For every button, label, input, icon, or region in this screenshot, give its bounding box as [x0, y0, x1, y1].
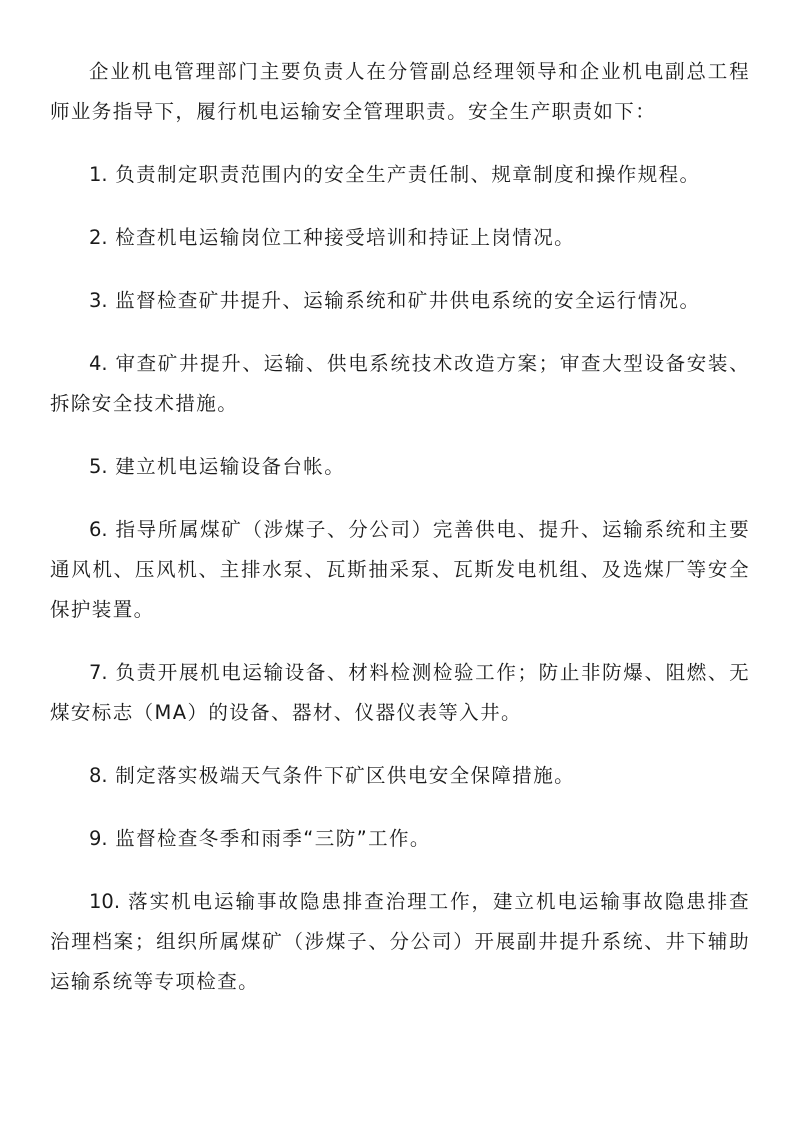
- duty-item-8: [50, 756, 750, 796]
- intro-paragraph: 企业机电管理部门主要负责人在分管副总经理领导和企业机电副总工程师业务指导下，履行机电运输安全管理职责。安全生产职责如下：: [50, 60, 750, 123]
- item-number: 2.: [89, 226, 108, 249]
- duty-item-2: [50, 218, 750, 258]
- item-number: 3.: [89, 289, 108, 312]
- item-number: 7.: [89, 661, 108, 684]
- duty-item-4: [50, 344, 750, 424]
- item-number: 1.: [89, 163, 108, 186]
- item-number: 9.: [89, 827, 108, 850]
- item-text: 制定落实极端天气条件下矿区供电安全保障措施。: [107, 764, 576, 787]
- duty-item-10: [50, 882, 750, 1002]
- item-text: 监督检查冬季和雨季“三防”工作。: [107, 827, 431, 850]
- document-body: [50, 52, 750, 1002]
- duty-item-6: [50, 510, 750, 630]
- item-text: 落实机电运输事故隐患排查治理工作，建立机电运输事故隐患排查治理档案；组织所属煤矿（涉煤子、分公司）开展副井提升系统、井下辅助运输系统等专项检查。: [50, 890, 750, 993]
- item-text: 检查机电运输岗位工种接受培训和持证上岗情况。: [107, 226, 576, 249]
- item-text: 建立机电运输设备台帐。: [107, 455, 346, 478]
- item-text: 审查矿井提升、运输、供电系统技术改造方案；审查大型设备安装、拆除安全技术措施。: [50, 352, 750, 415]
- item-text: 监督检查矿井提升、运输系统和矿井供电系统的安全运行情况。: [107, 289, 701, 312]
- duty-item-7: [50, 653, 750, 733]
- duty-item-3: [50, 281, 750, 321]
- duty-item-5: [50, 447, 750, 487]
- item-number: 5.: [89, 455, 108, 478]
- duty-item-1: [50, 155, 750, 195]
- item-number: 4.: [89, 352, 108, 375]
- duty-item-9: [50, 819, 750, 859]
- item-text: 负责制定职责范围内的安全生产责任制、规章制度和操作规程。: [107, 163, 701, 186]
- item-number: 10.: [89, 890, 121, 913]
- item-text: 指导所属煤矿（涉煤子、分公司）完善供电、提升、运输系统和主要通风机、压风机、主排水泵、瓦斯抽采泵、瓦斯发电机组、及选煤厂等安全保护装置。: [50, 518, 750, 621]
- item-text: 负责开展机电运输设备、材料检测检验工作；防止非防爆、阻燃、无煤安标志（MA）的设备、器材、仪器仪表等入井。: [50, 661, 750, 724]
- item-number: 8.: [89, 764, 108, 787]
- item-number: 6.: [89, 518, 108, 541]
